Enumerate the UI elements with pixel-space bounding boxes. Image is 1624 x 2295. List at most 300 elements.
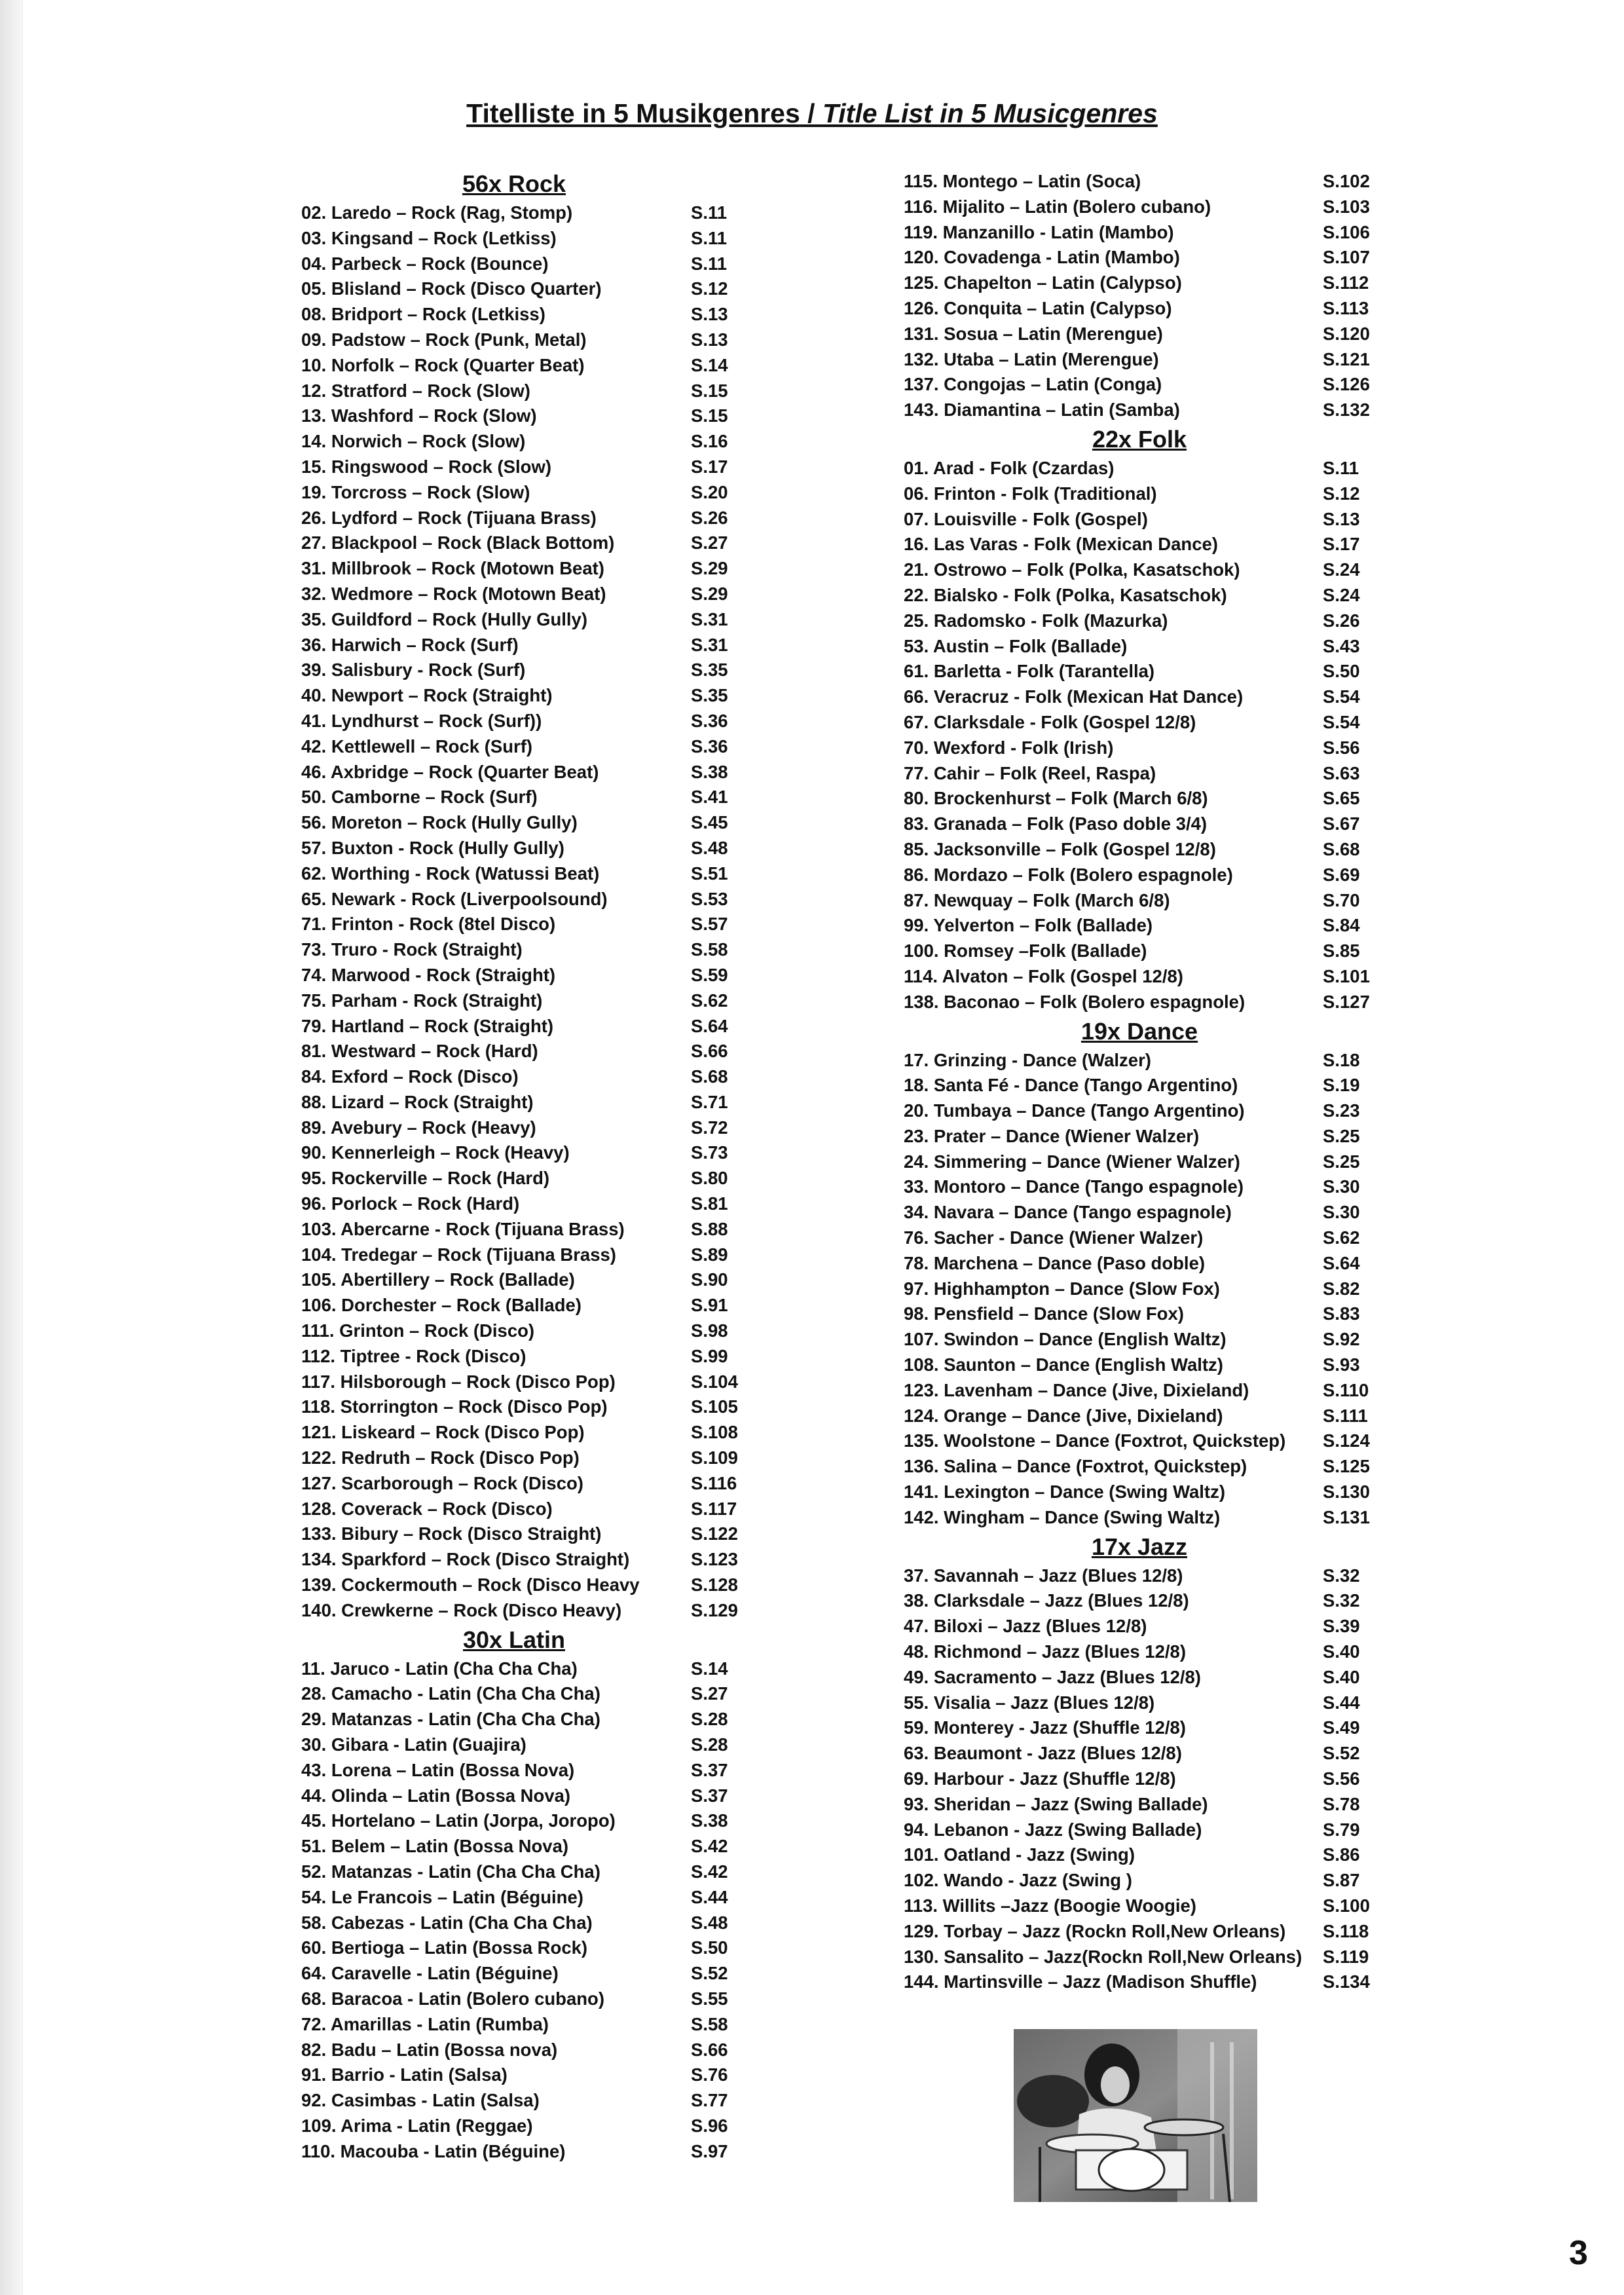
song-title: 90. Kennerleigh – Rock (Heavy) (301, 1142, 570, 1163)
page-reference: S.25 (1323, 1151, 1360, 1172)
page-reference: S.19 (1323, 1075, 1360, 1096)
song-title: 22. Bialsko - Folk (Polka, Kasatschok) (904, 584, 1227, 605)
song-title: 119. Manzanillo - Latin (Mambo) (904, 221, 1174, 242)
song-title: 28. Camacho - Latin (Cha Cha Cha) (301, 1683, 600, 1704)
title-row (291, 1497, 737, 1522)
page-reference: S.90 (691, 1269, 728, 1290)
page-reference: S.127 (1323, 991, 1370, 1012)
page-reference: S.81 (691, 1193, 728, 1214)
song-title: 73. Truro - Rock (Straight) (301, 939, 523, 960)
page-reference: S.76 (691, 2064, 728, 2085)
song-title: 127. Scarborough – Rock (Disco) (301, 1472, 583, 1493)
song-title: 131. Sosua – Latin (Merengue) (904, 323, 1163, 344)
page-reference: S.51 (691, 863, 728, 884)
title-row (291, 1834, 737, 1859)
page-reference: S.25 (1323, 1125, 1360, 1146)
song-title: 37. Savannah – Jazz (Blues 12/8) (904, 1565, 1183, 1586)
title-row (291, 2088, 737, 2114)
page-reference: S.83 (1323, 1303, 1360, 1324)
title-row (904, 557, 1375, 583)
page-reference: S.66 (691, 1041, 728, 1062)
title-row (904, 245, 1375, 271)
title-row (291, 1911, 737, 1936)
title-row (904, 1480, 1375, 1505)
page-reference: S.98 (691, 1320, 728, 1341)
song-title: 136. Salina – Dance (Foxtrot, Quickstep) (904, 1456, 1247, 1477)
title-row (904, 939, 1375, 964)
page-reference: S.40 (1323, 1666, 1360, 1687)
title-row (904, 913, 1375, 939)
title-row (904, 761, 1375, 787)
title-row (291, 963, 737, 988)
page-reference: S.38 (691, 761, 728, 782)
title-row (904, 736, 1375, 761)
title-row (904, 786, 1375, 812)
page-reference: S.96 (691, 2115, 728, 2136)
title-row (291, 327, 737, 353)
title-row (904, 296, 1375, 322)
page-reference: S.86 (1323, 1844, 1360, 1865)
song-title: 95. Rockerville – Rock (Hard) (301, 1168, 550, 1189)
song-title: 35. Guildford – Rock (Hully Gully) (301, 608, 588, 629)
page-reference: S.62 (1323, 1227, 1360, 1248)
song-title: 18. Santa Fé - Dance (Tango Argentino) (904, 1075, 1238, 1096)
title-row (291, 200, 737, 226)
song-title: 71. Frinton - Rock (8tel Disco) (301, 914, 556, 935)
page-reference: S.57 (691, 914, 728, 935)
title-row (291, 785, 737, 810)
page-reference: S.120 (1323, 323, 1370, 344)
song-title: 124. Orange – Dance (Jive, Dixieland) (904, 1405, 1223, 1426)
page-reference: S.14 (691, 1658, 728, 1679)
page-reference: S.130 (1323, 1482, 1370, 1502)
title-row (904, 1505, 1375, 1531)
song-title: 56. Moreton – Rock (Hully Gully) (301, 812, 578, 833)
page-reference: S.15 (691, 380, 728, 401)
title-row (904, 1792, 1375, 1818)
song-title: 93. Sheridan – Jazz (Swing Ballade) (904, 1793, 1208, 1814)
song-title: 19. Torcross – Rock (Slow) (301, 481, 530, 502)
title-row (904, 195, 1375, 220)
song-title: 57. Buxton - Rock (Hully Gully) (301, 837, 564, 858)
page-reference: S.77 (691, 2090, 728, 2111)
page-reference: S.32 (1323, 1590, 1360, 1611)
page-reference: S.20 (691, 481, 728, 502)
song-title: 07. Louisville - Folk (Gospel) (904, 508, 1148, 529)
title-row (291, 1064, 737, 1090)
page-reference: S.91 (691, 1295, 728, 1316)
song-title: 110. Macouba - Latin (Béguine) (301, 2140, 566, 2161)
song-title: 02. Laredo – Rock (Rag, Stomp) (301, 202, 573, 223)
page-reference: S.37 (691, 1785, 728, 1806)
title-row (904, 507, 1375, 532)
title-row (291, 506, 737, 531)
song-title: 81. Westward – Rock (Hard) (301, 1041, 538, 1062)
song-title: 130. Sansalito – Jazz(Rockn Roll,New Orleans) (904, 1946, 1302, 1967)
title-row (904, 659, 1375, 684)
song-title: 133. Bibury – Rock (Disco Straight) (301, 1523, 602, 1544)
song-title: 05. Blisland – Rock (Disco Quarter) (301, 278, 602, 299)
page-reference: S.36 (691, 736, 728, 756)
title-row (904, 532, 1375, 557)
page-reference: S.73 (691, 1142, 728, 1163)
title-row (904, 710, 1375, 736)
song-title: 89. Avebury – Rock (Heavy) (301, 1117, 536, 1138)
song-title: 91. Barrio - Latin (Salsa) (301, 2064, 507, 2085)
song-title: 64. Caravelle - Latin (Béguine) (301, 1963, 559, 1984)
song-title: 80. Brockenhurst – Folk (March 6/8) (904, 788, 1208, 809)
page-reference: S.52 (691, 1963, 728, 1984)
title-row (291, 1885, 737, 1911)
page-reference: S.64 (691, 1015, 728, 1036)
title-row (904, 1588, 1375, 1614)
title-row (291, 1656, 737, 1682)
song-title: 139. Cockermouth – Rock (Disco Heavy (301, 1575, 640, 1595)
page-reference: S.97 (691, 2140, 728, 2161)
title-row (904, 398, 1375, 423)
song-title: 58. Cabezas - Latin (Cha Cha Cha) (301, 1912, 593, 1933)
page-reference: S.30 (1323, 1202, 1360, 1223)
page-reference: S.45 (691, 812, 728, 833)
title-row (904, 1894, 1375, 1919)
title-row (291, 861, 737, 887)
page-reference: S.105 (691, 1396, 738, 1417)
song-title: 111. Grinton – Rock (Disco) (301, 1320, 535, 1341)
page-reference: S.42 (691, 1836, 728, 1857)
song-title: 105. Abertillery – Rock (Ballade) (301, 1269, 575, 1290)
title-row (291, 531, 737, 556)
page-reference: S.99 (691, 1345, 728, 1366)
song-title: 51. Belem – Latin (Bossa Nova) (301, 1836, 569, 1857)
title-row (904, 1945, 1375, 1970)
song-title: 08. Bridport – Rock (Letkiss) (301, 304, 545, 325)
page-reference: S.17 (1323, 534, 1360, 555)
song-title: 03. Kingsand – Rock (Letkiss) (301, 227, 557, 248)
song-title: 31. Millbrook – Rock (Motown Beat) (301, 558, 604, 579)
song-title: 04. Parbeck – Rock (Bounce) (301, 253, 549, 274)
song-title: 122. Redruth – Rock (Disco Pop) (301, 1447, 580, 1468)
song-title: 40. Newport – Rock (Straight) (301, 685, 553, 706)
page-reference: S.48 (691, 837, 728, 858)
title-row (904, 1225, 1375, 1251)
song-title: 135. Woolstone – Dance (Foxtrot, Quickstep) (904, 1430, 1286, 1451)
title-row (291, 1758, 737, 1783)
title-row (904, 1919, 1375, 1945)
title-row (904, 481, 1375, 507)
title-german: Titelliste in 5 Musikgenres (466, 98, 800, 128)
title-row (904, 456, 1375, 481)
page-reference: S.12 (1323, 483, 1360, 504)
title-row (904, 1353, 1375, 1378)
song-title: 106. Dorchester – Rock (Ballade) (301, 1295, 581, 1316)
page-reference: S.132 (1323, 400, 1370, 420)
song-title: 96. Porlock – Rock (Hard) (301, 1193, 520, 1214)
song-title: 47. Biloxi – Jazz (Blues 12/8) (904, 1616, 1147, 1637)
song-title: 87. Newquay – Folk (March 6/8) (904, 889, 1170, 910)
song-title: 115. Montego – Latin (Soca) (904, 171, 1141, 191)
page-reference: S.70 (1323, 889, 1360, 910)
title-row (291, 1090, 737, 1115)
song-title: 116. Mijalito – Latin (Bolero cubano) (904, 196, 1211, 217)
title-row (291, 2062, 737, 2088)
title-row (904, 347, 1375, 373)
page-reference: S.35 (691, 660, 728, 681)
page-reference: S.43 (1323, 635, 1360, 656)
page-reference: S.13 (691, 329, 728, 350)
title-row (291, 1370, 737, 1395)
title-separator: / (800, 98, 822, 128)
song-title: 121. Liskeard – Rock (Disco Pop) (301, 1422, 585, 1443)
title-row (904, 220, 1375, 246)
song-title: 16. Las Varas - Folk (Mexican Dance) (904, 534, 1218, 555)
song-title: 11. Jaruco - Latin (Cha Cha Cha) (301, 1658, 578, 1679)
title-row (904, 372, 1375, 398)
title-row (291, 1707, 737, 1732)
song-title: 92. Casimbas - Latin (Salsa) (301, 2090, 540, 2111)
title-row (904, 1174, 1375, 1200)
page-reference: S.54 (1323, 711, 1360, 732)
title-row (291, 1521, 737, 1547)
page-reference: S.13 (1323, 508, 1360, 529)
page-reference: S.12 (691, 278, 728, 299)
song-title: 12. Stratford – Rock (Slow) (301, 380, 530, 401)
page-reference: S.85 (1323, 941, 1360, 961)
page-reference: S.37 (691, 1759, 728, 1780)
song-title: 15. Ringswood – Rock (Slow) (301, 456, 551, 477)
title-row (904, 1454, 1375, 1480)
title-row (904, 1404, 1375, 1429)
page-reference: S.68 (1323, 838, 1360, 859)
page-reference: S.89 (691, 1244, 728, 1265)
song-title: 27. Blackpool – Rock (Black Bottom) (301, 532, 615, 553)
title-row (291, 1217, 737, 1242)
title-row (291, 480, 737, 506)
title-row (904, 863, 1375, 888)
page-reference: S.56 (1323, 1768, 1360, 1789)
song-title: 69. Harbour - Jazz (Shuffle 12/8) (904, 1768, 1176, 1789)
song-title: 142. Wingham – Dance (Swing Waltz) (904, 1506, 1221, 1527)
title-row (291, 988, 737, 1014)
song-title: 75. Parham - Rock (Straight) (301, 990, 543, 1011)
page-reference: S.24 (1323, 559, 1360, 580)
song-title: 99. Yelverton – Folk (Ballade) (904, 915, 1153, 936)
page-reference: S.65 (1323, 788, 1360, 809)
title-row (291, 1471, 737, 1497)
title-row (291, 683, 737, 709)
song-title: 66. Veracruz - Folk (Mexican Hat Dance) (904, 686, 1244, 707)
song-title: 34. Navara – Dance (Tango espagnole) (904, 1202, 1232, 1223)
title-row (291, 1961, 737, 1987)
title-row (291, 1166, 737, 1191)
song-title: 77. Cahir – Folk (Reel, Raspa) (904, 762, 1156, 783)
page-reference: S.26 (1323, 610, 1360, 631)
title-row (904, 634, 1375, 660)
title-row (291, 836, 737, 861)
title-row (904, 271, 1375, 296)
song-title: 144. Martinsville – Jazz (Madison Shuffle) (904, 1971, 1257, 1992)
page-reference: S.128 (691, 1575, 738, 1595)
title-row (904, 812, 1375, 837)
song-title: 17. Grinzing - Dance (Walzer) (904, 1049, 1151, 1070)
page-reference: S.40 (1323, 1641, 1360, 1662)
song-title: 38. Clarksdale – Jazz (Blues 12/8) (904, 1590, 1189, 1611)
title-row (291, 1446, 737, 1471)
song-title: 60. Bertioga – Latin (Bossa Rock) (301, 1937, 588, 1958)
song-title: 103. Abercarne - Rock (Tijuana Brass) (301, 1218, 625, 1239)
song-title: 76. Sacher - Dance (Wiener Walzer) (904, 1227, 1204, 1248)
section-heading: 22x Folk (1092, 425, 1187, 453)
title-row (291, 1987, 737, 2012)
page-reference: S.27 (691, 532, 728, 553)
page-reference: S.78 (1323, 1793, 1360, 1814)
title-row (291, 1783, 737, 1809)
song-title: 68. Baracoa - Latin (Bolero cubano) (301, 1988, 605, 2009)
title-row (904, 1614, 1375, 1639)
title-row (291, 1318, 737, 1344)
song-title: 67. Clarksdale - Folk (Gospel 12/8) (904, 711, 1196, 732)
page-reference: S.64 (1323, 1252, 1360, 1273)
page-reference: S.42 (691, 1861, 728, 1882)
page-reference: S.24 (1323, 584, 1360, 605)
song-title: 23. Prater – Dance (Wiener Walzer) (904, 1125, 1200, 1146)
page-reference: S.41 (691, 787, 728, 808)
page-reference: S.66 (691, 2039, 728, 2060)
song-title: 41. Lyndhurst – Rock (Surf)) (301, 710, 542, 731)
title-row (291, 1140, 737, 1166)
page-reference: S.29 (691, 558, 728, 579)
song-title: 32. Wedmore – Rock (Motown Beat) (301, 583, 606, 604)
page-number: 3 (1569, 2234, 1588, 2272)
page-reference: S.52 (1323, 1743, 1360, 1764)
page-reference: S.32 (1323, 1565, 1360, 1586)
title-row (291, 582, 737, 607)
song-title: 98. Pensfield – Dance (Slow Fox) (904, 1303, 1184, 1324)
title-row (291, 2012, 737, 2038)
title-english: Title List in 5 Musicgenres (822, 98, 1158, 128)
song-title: 126. Conquita – Latin (Calypso) (904, 297, 1172, 318)
page-reference: S.44 (1323, 1692, 1360, 1713)
page-reference: S.27 (691, 1683, 728, 1704)
title-row (904, 1665, 1375, 1690)
page-reference: S.103 (1323, 196, 1370, 217)
page-reference: S.38 (691, 1810, 728, 1831)
title-row (904, 1251, 1375, 1277)
title-row (291, 1808, 737, 1834)
song-title: 88. Lizard – Rock (Straight) (301, 1091, 534, 1112)
song-title: 82. Badu – Latin (Bossa nova) (301, 2039, 558, 2060)
song-title: 48. Richmond – Jazz (Blues 12/8) (904, 1641, 1186, 1662)
page-reference: S.123 (691, 1549, 738, 1570)
page-reference: S.100 (1323, 1895, 1370, 1916)
title-row (291, 633, 737, 658)
title-row (904, 684, 1375, 710)
song-title: 78. Marchena – Dance (Paso doble) (904, 1252, 1206, 1273)
page-reference: S.93 (1323, 1354, 1360, 1375)
title-row (904, 1741, 1375, 1766)
section-heading: 30x Latin (462, 1626, 566, 1653)
page-reference: S.18 (1323, 1049, 1360, 1070)
title-row (291, 1115, 737, 1141)
page-reference: S.53 (691, 888, 728, 909)
song-title: 129. Torbay – Jazz (Rockn Roll,New Orleans) (904, 1920, 1286, 1941)
song-title: 06. Frinton - Folk (Traditional) (904, 483, 1157, 504)
song-title: 85. Jacksonville – Folk (Gospel 12/8) (904, 838, 1216, 859)
page-reference: S.122 (691, 1523, 738, 1544)
song-title: 86. Mordazo – Folk (Bolero espagnole) (904, 864, 1233, 885)
title-row (291, 1394, 737, 1420)
title-row (291, 1598, 737, 1624)
page-reference: S.44 (691, 1886, 728, 1907)
song-title: 10. Norfolk – Rock (Quarter Beat) (301, 354, 585, 375)
song-title: 118. Storrington – Rock (Disco Pop) (301, 1396, 608, 1417)
page-reference: S.16 (691, 431, 728, 452)
page-title (0, 98, 1624, 129)
page-reference: S.68 (691, 1066, 728, 1087)
page-reference: S.108 (691, 1422, 738, 1443)
page-reference: S.113 (1323, 297, 1369, 318)
title-row (291, 429, 737, 455)
song-title: 30. Gibara - Latin (Guajira) (301, 1734, 526, 1755)
page-reference: S.58 (691, 939, 728, 960)
title-row (904, 1639, 1375, 1665)
page-reference: S.63 (1323, 762, 1360, 783)
title-row (291, 1344, 737, 1370)
title-row (904, 583, 1375, 608)
page-reference: S.121 (1323, 348, 1370, 369)
section-heading: 56x Rock (462, 170, 566, 197)
song-title: 63. Beaumont - Jazz (Blues 12/8) (904, 1743, 1182, 1764)
page-reference: S.129 (691, 1599, 738, 1620)
title-row (904, 1766, 1375, 1792)
title-row (291, 1293, 737, 1318)
song-title: 132. Utaba – Latin (Merengue) (904, 348, 1159, 369)
page-reference: S.49 (1323, 1717, 1360, 1738)
title-row (291, 2139, 737, 2165)
title-row (904, 1327, 1375, 1353)
title-row (904, 1969, 1375, 1995)
song-title: 14. Norwich – Rock (Slow) (301, 431, 526, 452)
page-reference: S.134 (1323, 1971, 1370, 1992)
song-title: 54. Le Francois – Latin (Béguine) (301, 1886, 583, 1907)
title-row (291, 1935, 737, 1961)
song-title: 21. Ostrowo – Folk (Polka, Kasatschok) (904, 559, 1240, 580)
title-row (291, 379, 737, 404)
title-row (291, 455, 737, 480)
scan-binding-edge (0, 0, 23, 2295)
song-title: 25. Radomsko - Folk (Mazurka) (904, 610, 1168, 631)
title-row (904, 1563, 1375, 1589)
song-title: 49. Sacramento – Jazz (Blues 12/8) (904, 1666, 1201, 1687)
title-row (904, 1149, 1375, 1175)
song-title: 108. Saunton – Dance (English Waltz) (904, 1354, 1223, 1375)
page-reference: S.109 (691, 1447, 738, 1468)
page-reference: S.11 (691, 253, 728, 274)
page-reference: S.67 (1323, 813, 1360, 834)
section-heading: 19x Dance (1080, 1017, 1198, 1045)
song-title: 46. Axbridge – Rock (Quarter Beat) (301, 761, 599, 782)
page-reference: S.36 (691, 710, 728, 731)
page-reference: S.126 (1323, 374, 1370, 395)
title-row (904, 888, 1375, 914)
song-title: 36. Harwich – Rock (Surf) (301, 634, 519, 655)
song-title: 97. Highhampton – Dance (Slow Fox) (904, 1278, 1220, 1299)
page-reference: S.50 (691, 1937, 728, 1958)
page-reference: S.87 (1323, 1870, 1360, 1891)
title-row (904, 1690, 1375, 1716)
page-reference: S.69 (1323, 864, 1360, 885)
title-row (904, 1842, 1375, 1868)
song-title: 01. Arad - Folk (Czardas) (904, 457, 1115, 478)
